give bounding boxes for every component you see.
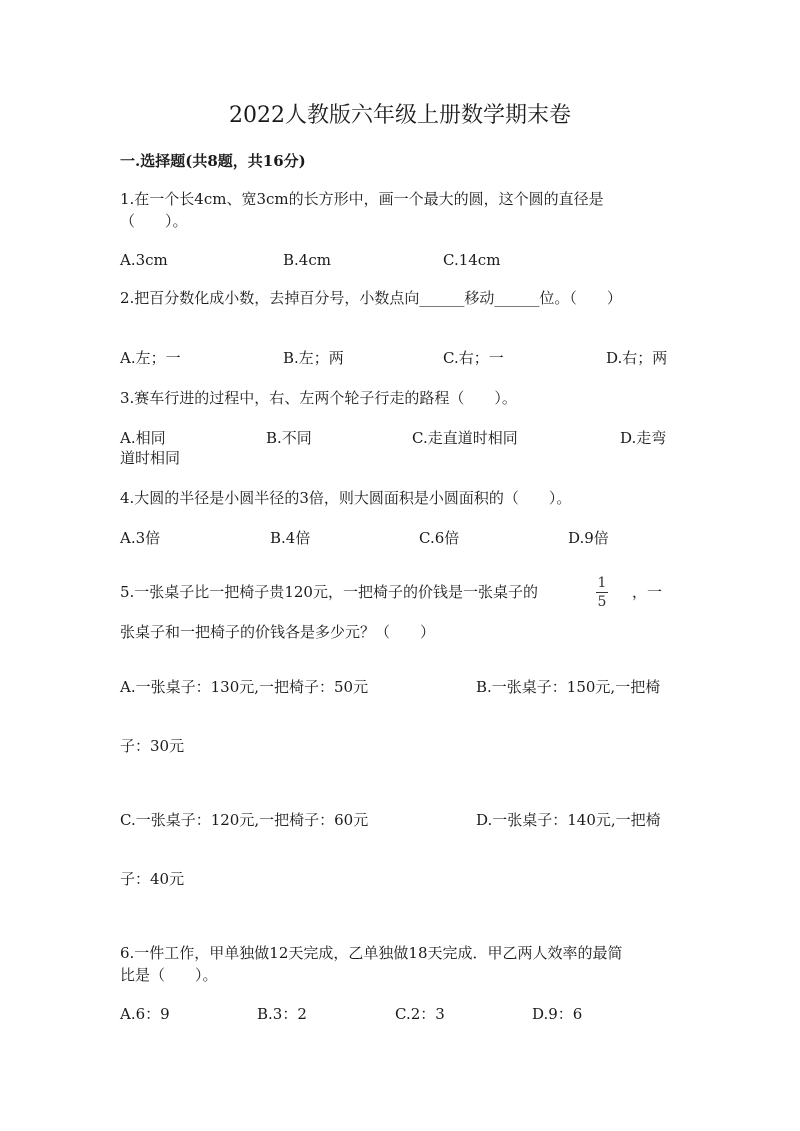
question-1-option-a: A.3cm bbox=[120, 251, 168, 269]
question-3-option-b: B.不同 bbox=[266, 429, 312, 447]
question-6-option-c: C.2：3 bbox=[395, 1005, 445, 1023]
question-4-option-b: B.4倍 bbox=[270, 529, 311, 547]
question-1-text bbox=[120, 188, 604, 232]
question-6-line-1: 6.一件工作，甲单独做12天完成，乙单独做18天完成．甲乙两人效率的最简 bbox=[120, 944, 623, 962]
question-2-text: 2.把百分数化成小数，去掉百分号，小数点向______移动______位。（ ） bbox=[120, 289, 622, 307]
question-5-option-b: B.一张桌子：150元,一把椅 bbox=[476, 678, 661, 696]
question-5-line-2: 张桌子和一把椅子的价钱各是多少元？（ ） bbox=[120, 623, 436, 641]
question-5-option-c: C.一张桌子：120元,一把椅子：60元 bbox=[120, 811, 369, 829]
question-4-text: 4.大圆的半径是小圆半径的3倍，则大圆面积是小圆面积的（ ）。 bbox=[120, 489, 572, 507]
question-4-option-c: C.6倍 bbox=[419, 529, 460, 547]
question-5-option-d-continued: 子：40元 bbox=[120, 870, 185, 888]
section-heading: 一.选择题(共8题，共16分) bbox=[120, 152, 306, 170]
question-3-text: 3.赛车行进的过程中，右、左两个轮子行走的路程（ ）。 bbox=[120, 389, 517, 407]
question-6-option-a: A.6：9 bbox=[120, 1005, 170, 1023]
question-1-line-2: （ ）。 bbox=[120, 212, 188, 230]
question-1-line-1: 1.在一个长4cm、宽3cm的长方形中，画一个最大的圆，这个圆的直径是 bbox=[120, 190, 604, 208]
fraction-bar bbox=[596, 592, 608, 593]
question-2-option-a: A.左；一 bbox=[120, 349, 181, 367]
fraction-one-fifth bbox=[596, 575, 608, 610]
question-3-option-c: C.走直道时相同 bbox=[412, 429, 518, 447]
question-4-option-a: A.3倍 bbox=[120, 529, 161, 547]
question-2-option-b: B.左；两 bbox=[283, 349, 344, 367]
question-5-option-a: A.一张桌子：130元,一把椅子：50元 bbox=[120, 678, 369, 696]
question-1-option-b: B.4cm bbox=[283, 251, 331, 269]
question-5-line-1-end: ，一 bbox=[632, 583, 663, 601]
question-3-option-a: A.相同 bbox=[120, 429, 166, 447]
question-5-option-d: D.一张桌子：140元,一把椅 bbox=[476, 811, 661, 829]
fraction-denominator: 5 bbox=[597, 594, 607, 610]
question-3-option-d-continued: 道时相同 bbox=[120, 449, 181, 467]
question-3-option-d: D.走弯 bbox=[620, 429, 667, 447]
question-5-option-b-continued: 子：30元 bbox=[120, 737, 185, 755]
question-4-option-d: D.9倍 bbox=[568, 529, 609, 547]
fraction-numerator: 1 bbox=[597, 575, 607, 591]
question-2-option-c: C.右；一 bbox=[443, 349, 504, 367]
document-title: 2022人教版六年级上册数学期末卷 bbox=[229, 103, 571, 128]
question-1-option-c: C.14cm bbox=[443, 251, 501, 269]
question-6-option-b: B.3：2 bbox=[257, 1005, 307, 1023]
question-2-option-d: D.右；两 bbox=[606, 349, 668, 367]
question-6-option-d: D.9：6 bbox=[532, 1005, 583, 1023]
question-6-text bbox=[120, 942, 623, 986]
question-6-line-2: 比是（ ）。 bbox=[120, 966, 218, 984]
question-5-line-1: 5.一张桌子比一把椅子贵120元，一把椅子的价钱是一张桌子的 bbox=[120, 583, 538, 601]
